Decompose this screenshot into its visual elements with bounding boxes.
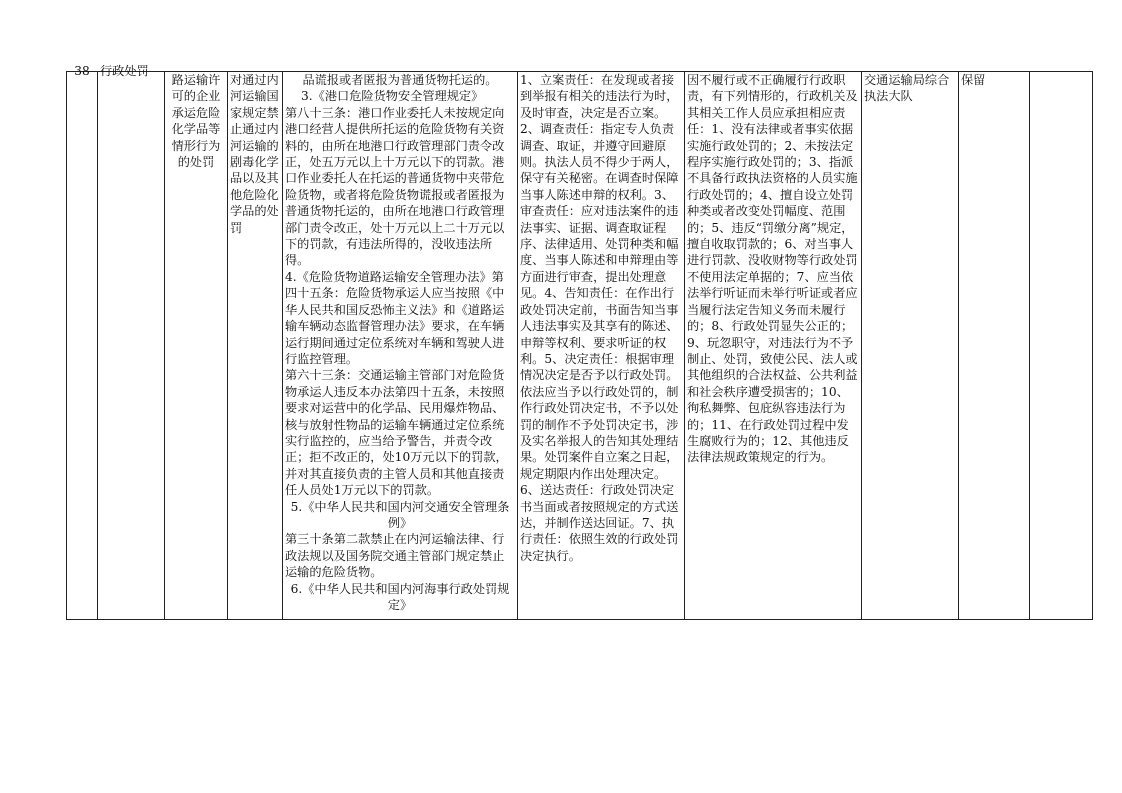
category-text: 行政处罚: [100, 64, 149, 78]
legal-basis-cell: [283, 72, 518, 620]
item-name-text: 路运输许可的企业承运危险化学品等情形行为的处罚: [171, 73, 221, 170]
power-list-table: [66, 64, 1093, 620]
item-name-cell: [165, 72, 228, 620]
fault-cell: [685, 72, 862, 620]
sub-item-cell: [228, 72, 283, 620]
category-cell: [98, 64, 165, 620]
legal-basis-paragraph: 第三十条第二款禁止在内河运输法律、行政法规以及国务院交通主管部门规定禁止运输的危险货物。: [285, 532, 505, 580]
sub-item-text: 对通过内河运输国家规定禁止通过内河运输的剧毒化学品以及其他危险化学品的处罚: [230, 73, 279, 235]
organization-text: 交通运输局综合执法大队: [864, 73, 950, 104]
status-text: 保留: [961, 73, 986, 87]
legal-basis-paragraph: 第六十三条：交通运输主管部门对危险货物承运人违反本办法第四十五条，未按照要求对运营中的化学品、民用爆炸物品、核与放射性物品的运输车辆通过定位系统实行监控的，应当给予警告，并责令改正；拒不改正的，处10万元以下的罚款，并对其直接负责的主管人员和其他直接责任人员处1万元以下的罚款。: [285, 368, 508, 498]
row-number: 38: [74, 64, 90, 78]
legal-basis-paragraph: 4.《危险货物道路运输安全管理办法》第四十五条：危险货物承运人应当按照《中华人民共和国反恐怖主义法》和《道路运输车辆动态监督管理办法》要求，在车辆运行期间通过定位系统对车辆和驾驶人进行监控管理。: [285, 269, 505, 366]
legal-basis-paragraph: 5.《中华人民共和国内河交通安全管理条例》: [290, 499, 510, 530]
organization-cell: [862, 72, 959, 620]
legal-basis-text: [285, 72, 515, 619]
responsibility-text: 1、立案责任：在发现或者接到举报有相关的违法行为时，及时审查，决定是否立案。2、调查责任：指定专人负责调查、取证，并遵守回避原则。执法人员不得少于两人，保守有关秘密。在调查时保障当事人陈述申辩的权利。3、审查责任：应对违法案件的违法事实、证据、调查取证程序、法律适用、处罚种类和幅度、当事人陈述和申辩理由等方面进行审查，提出处理意见。4、告知责任：在作出行政处罚决定前，书面告知当事人违法事实及其享有的陈述、申辩等权利、要求听证的权利。5、决定责任：根据审理情况决定是否予以行政处罚。依法应当予以行政处罚的，制作行政处罚决定书，不予以处罚的制作不予处罚决定书，涉及实名举报人的告知其处理结果。处罚案件自立案之日起，规定期限内作出处理决定。6、送达责任：行政处罚决定书当面或者按照规定的方式送达，并制作送达回证。7、执行责任：依照生效的行政处罚决定执行。: [520, 73, 679, 563]
row-number-cell: [67, 64, 98, 620]
remark-cell: [1030, 72, 1093, 620]
status-cell: [959, 72, 1030, 620]
table-row: [67, 72, 1093, 620]
legal-basis-paragraph: 6.《中华人民共和国内河海事行政处罚规定》: [290, 581, 510, 612]
responsibility-cell: [518, 72, 685, 620]
fault-text: 因不履行或不正确履行行政职责，有下列情形的，行政机关及其相关工作人员应承担相应责任：1、没有法律或者事实依据实施行政处罚的；2、未按法定程序实施行政处罚的；3、指派不具备行政执法资格的人员实施行政处罚的；4、擅自设立处罚种类或者改变处罚幅度、范围的；5、违反“罚缴分离”规定，擅自收取罚款的；6、对当事人进行罚款、没收财物等行政处罚不使用法定单据的；7、应当依法举行听证而未举行听证或者应当履行法定告知义务而未履行的；8、行政处罚显失公正的；9、玩忽职守，对违法行为不予制止、处罚，致使公民、法人或其他组织的合法权益、公共利益和社会秩序遭受损害的；10、徇私舞弊、包庇纵容违法行为的；11、在行政处罚过程中发生腐败行为的；12、其他违反法律法规政策规定的行为。: [687, 73, 858, 465]
legal-basis-paragraph: 品谎报或者匿报为普通货物托运的。: [302, 73, 498, 87]
legal-basis-paragraph: 第八十三条：港口作业委托人未按规定向港口经营人提供所托运的危险货物有关资料的，由所在地港口行政管理部门责令改正，处五万元以上十万元以下的罚款。港口作业委托人在托运的普通货物中夹带危险货物，或者将危险货物谎报或者匿报为普通货物托运的，由所在地港口行政管理部门责令改正，处十万元以上二十万元以下的罚款，有违法所得的，没收违法所得。: [285, 105, 505, 268]
legal-basis-paragraph: 3.《港口危险货物安全管理规定》: [301, 89, 484, 104]
